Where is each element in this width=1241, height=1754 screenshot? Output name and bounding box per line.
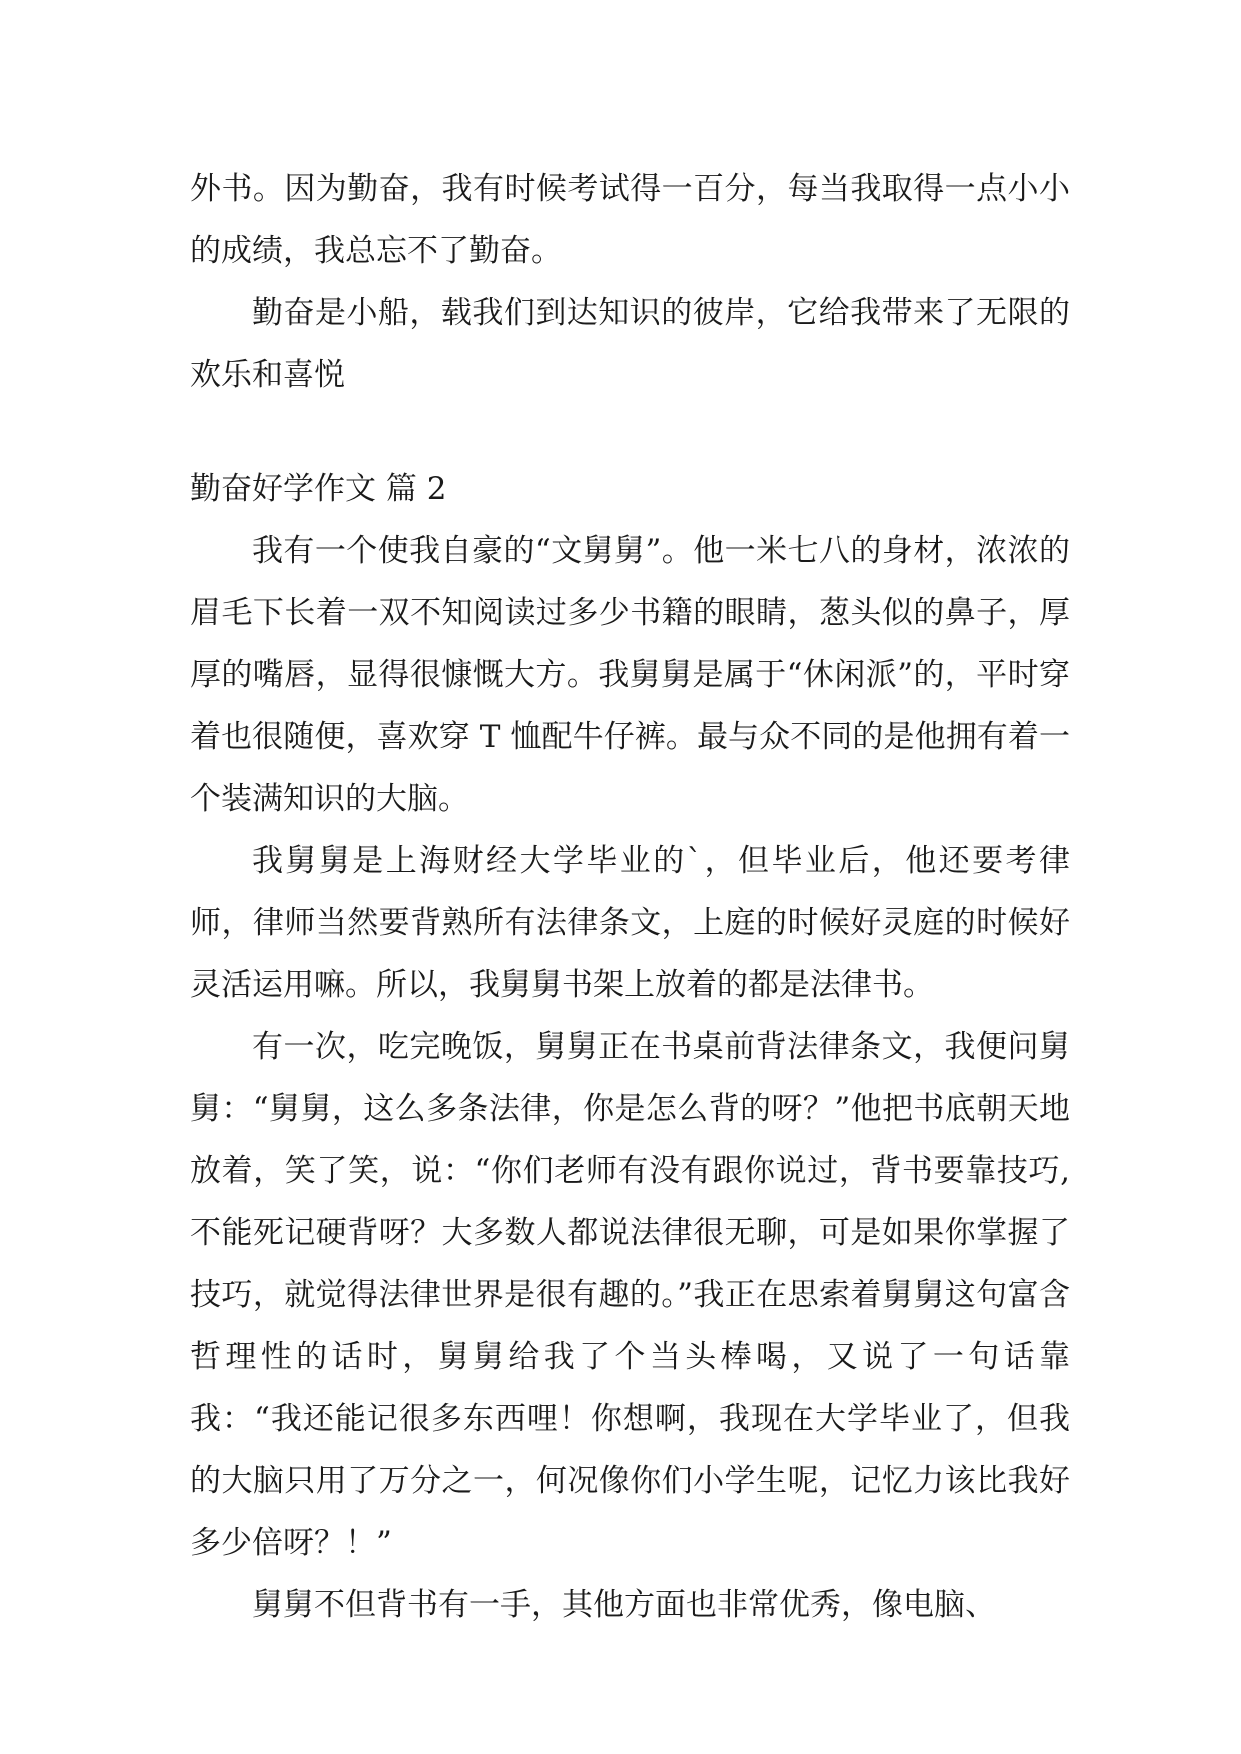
paragraph-dialogue: 有一次，吃完晚饭，舅舅正在书桌前背法律条文，我便问舅舅：“舅舅，这么多条法律，你是怎么背的呀？”他把书底朝天地放着，笑了笑，说：“你们老师有没有跟你说过，背书要靠技巧,不能死记硬背呀？大多数人都说法律很无聊，可是如果你掌握了技巧，就觉得法律世界是很有趣的。”我正在思索着舅舅这句富含哲理性的话时，舅舅给我了个当头棒喝，又说了一句话靠我：“我还能记很多东西哩！你想啊，我现在大学毕业了，但我的大脑只用了万分之一，何况像你们小学生呢，记忆力该比我好多少倍呀？！”: [190, 1029, 1070, 1561]
paragraph-other-skills: 舅舅不但背书有一手，其他方面也非常优秀，像电脑、: [252, 1587, 996, 1623]
paragraph-uncle-description: 我有一个使我自豪的“文舅舅”。他一米七八的身材，浓浓的眉毛下长着一双不知阅读过多少书籍的眼睛，葱头似的鼻子，厚厚的嘴唇，显得很慷慨大方。我舅舅是属于“休闲派”的，平时穿着也很随便，喜欢穿 T 恤配牛仔裤。最与众不同的是他拥有着一个装满知识的大脑。: [190, 533, 1070, 817]
paragraph-conclusion: 勤奋是小船，载我们到达知识的彼岸，它给我带来了无限的欢乐和喜悦: [190, 295, 1070, 393]
section-title: 勤奋好学作文 篇 2: [190, 471, 447, 507]
document-body: [190, 158, 1070, 1636]
paragraph-uncle-education: 我舅舅是上海财经大学毕业的`，但毕业后，他还要考律师，律师当然要背熟所有法律条文，上庭的时候好灵庭的时候好灵活运用嘛。所以，我舅舅书架上放着的都是法律书。: [190, 843, 1070, 1003]
paragraph-continued: 外书。因为勤奋，我有时候考试得一百分，每当我取得一点小小的成绩，我总忘不了勤奋。: [190, 171, 1070, 269]
